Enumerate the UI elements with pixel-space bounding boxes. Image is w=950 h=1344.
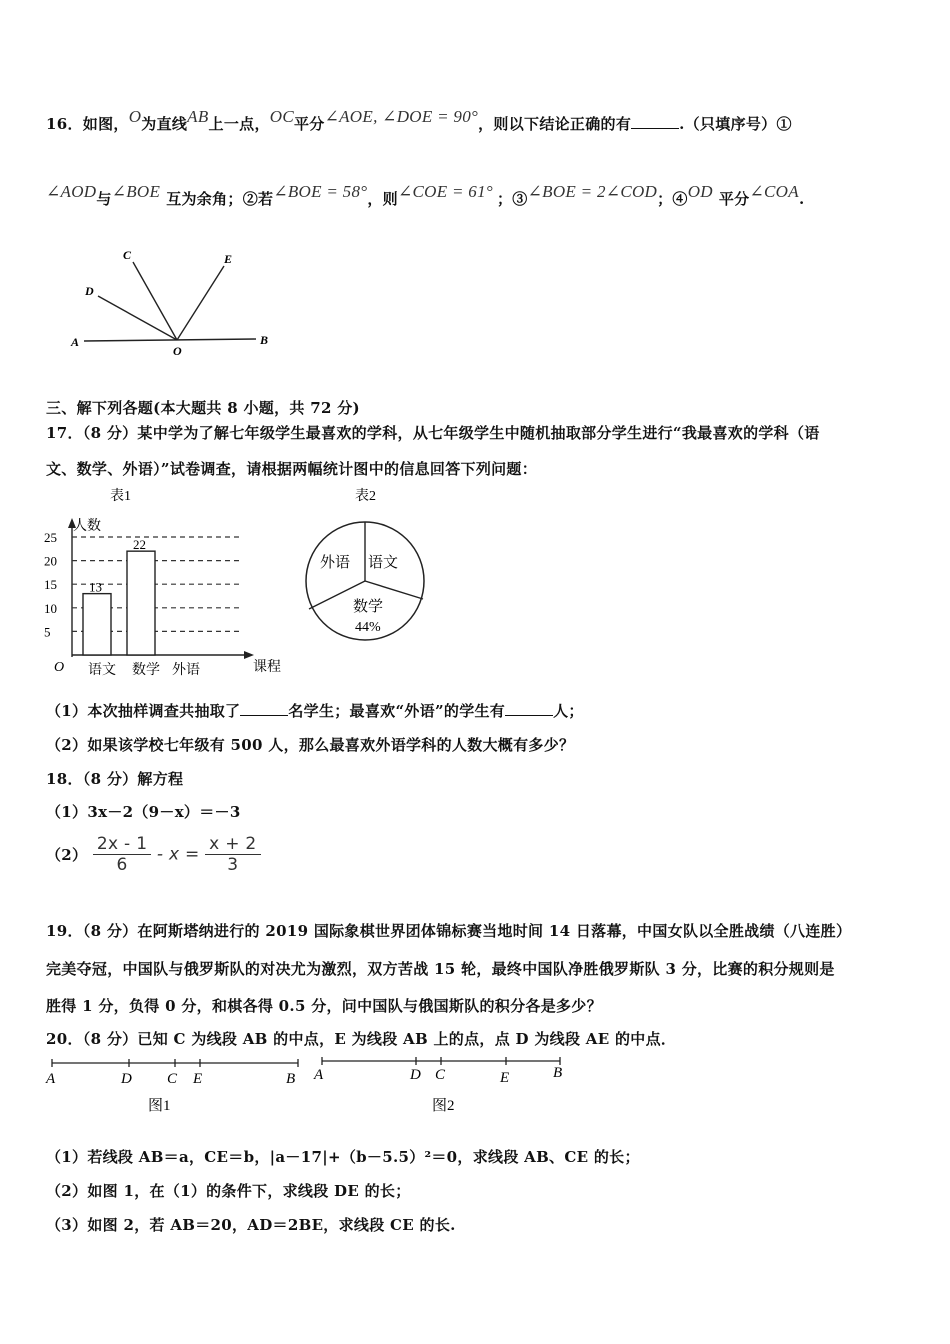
q20-figure-2 (310, 1055, 570, 1115)
q17-line-2: 文、数学、外语）”试卷调查，请根据两幅统计图中的信息回答下列问题： (46, 460, 538, 478)
x-axis-label: 课程 (253, 660, 281, 675)
pie-slice-border-3 (365, 581, 423, 599)
answer-blank-total (240, 701, 288, 716)
answer-blank-foreign (505, 701, 553, 716)
q16-line-1: 16．如图，O为直线AB上一点，OC平分∠AOE, ∠DOE = 90°，则以下结论正确的有 .（只填序号）① (46, 107, 792, 133)
bar-chart-title: 表1 (110, 489, 131, 504)
q17-sub-2: （2）如果该学校七年级有 500 人，那么最喜欢外语学科的人数大概有多少？ (46, 736, 575, 754)
origin-label: O (54, 660, 65, 675)
fraction-1: $\frac{2x - 1}{6}$ (93, 834, 151, 875)
math-BOE2COD: ∠BOE = 2∠COD (527, 182, 658, 201)
fig2-label-D: D (410, 1067, 421, 1083)
fig1-label-C: C (167, 1071, 178, 1087)
q18-title: 18．（8 分）解方程 (46, 770, 184, 788)
label-C: C (123, 248, 132, 262)
q19-line-1: 19．（8 分）在阿斯塔纳进行的 2019 国际象棋世界团体锦标赛当地时间 14 日落幕，中国女队以全胜战绩（八连胜） (46, 922, 852, 940)
pie-percent-math: 44% (355, 620, 381, 635)
fig2-label-A: A (314, 1067, 324, 1083)
ytick-label-10: 10 (44, 600, 57, 616)
math-AB: AB (187, 107, 209, 126)
math-COE61: ∠COE = 61° (397, 182, 493, 201)
math-condition: ∠AOE, ∠DOE = 90° (324, 107, 479, 126)
label-O: O (173, 344, 182, 358)
fig1-label-E: E (193, 1071, 203, 1087)
bar-chart-bars (83, 537, 155, 655)
q20-sub-2: （2）如图 1，在（1）的条件下，求线段 DE 的长； (46, 1182, 411, 1200)
q20-line-1: 20．（8 分）已知 C 为线段 AB 的中点，E 为线段 AB 上的点，点 D 为线段 AE 的中点． (46, 1030, 677, 1048)
answer-blank (631, 114, 679, 129)
q20-figure-1 (40, 1055, 310, 1115)
q20-sub-3: （3）如图 2，若 AB＝20，AD＝2BE，求线段 CE 的长. (46, 1216, 456, 1234)
label-E: E (224, 252, 233, 266)
fig1-label-A: A (46, 1071, 56, 1087)
bar-value-label-0: 13 (89, 579, 102, 595)
math-O: O (128, 107, 142, 126)
bar-1 (127, 551, 155, 655)
ytick-label-5: 5 (44, 624, 51, 640)
fig2-label-C: C (435, 1067, 446, 1083)
q20-sub-1: （1）若线段 AB＝a，CE＝b，|a－17|+（b－5.5）²＝0，求线段 AB、CE 的长； (46, 1148, 640, 1166)
bar-value-label-1: 22 (133, 537, 146, 553)
line-AB (84, 339, 256, 341)
fraction-2: $\frac{x + 2}{3}$ (205, 834, 260, 875)
math-BOE: ∠BOE (111, 182, 161, 201)
math-AOD: ∠AOD (46, 182, 97, 201)
q16-angle-figure (60, 238, 290, 363)
label-A: A (71, 335, 80, 349)
q19-line-3: 胜得 1 分，负得 0 分，和棋各得 0.5 分，问中国队与俄国斯队的积分各是多少？ (46, 997, 602, 1015)
category-label-2: 外语 (172, 663, 200, 678)
q16-line-2: ∠AOD与∠BOE 互为余角；②若∠BOE = 58°，则∠COE = 61° ；③∠BOE = 2∠COD；④OD 平分∠COA. (46, 182, 805, 208)
label-D: D (85, 284, 94, 298)
q19-line-2: 完美夺冠，中国队与俄罗斯队的对决尤为激烈，双方苦战 15 轮，最终中国队净胜俄罗斯队 3 分，比赛的积分规则是 (46, 960, 835, 978)
ray-OE (177, 266, 224, 340)
q18-eq-2: （2） $\frac{2x - 1}{6}$ - x = $\frac{x + 2}{3}$ (46, 834, 261, 875)
ytick-label-15: 15 (44, 577, 57, 593)
fig1-label-D: D (121, 1071, 132, 1087)
category-label-1: 数学 (132, 663, 160, 678)
x-axis-arrow (244, 651, 254, 659)
bar-0 (83, 594, 111, 655)
pie-chart (295, 482, 435, 652)
q17-sub-1: （1）本次抽样调查共抽取了 名学生；最喜欢“外语”的学生有 人； (46, 702, 584, 720)
fig1-caption: 图1 (148, 1098, 171, 1114)
math-COA: ∠COA (749, 182, 799, 201)
math-BOE58: ∠BOE = 58° (273, 182, 368, 201)
category-label-0: 语文 (88, 663, 116, 678)
fig2-caption: 图2 (432, 1098, 455, 1114)
fig1-label-B: B (286, 1071, 296, 1087)
y-axis-label: 人数 (73, 519, 101, 534)
pie-chart-title: 表2 (355, 489, 376, 504)
section-3-title: 三、解下列各题(本大题共 8 小题，共 72 分) (46, 399, 360, 417)
ytick-label-25: 25 (44, 530, 57, 545)
ytick-label-20: 20 (44, 553, 57, 569)
q17-line-1: 17．（8 分）某中学为了解七年级学生最喜欢的学科，从七年级学生中随机抽取部分学生进行“我最喜欢的学科（语 (46, 424, 820, 442)
pie-label-math: 数学 (353, 599, 384, 615)
label-B: B (260, 333, 269, 347)
pie-label-foreign: 外语 (320, 555, 351, 571)
q18-eq-1: （1）3x－2（9－x）＝－3 (46, 803, 241, 821)
pie-label-chinese: 语文 (368, 555, 399, 571)
math-OD: OD (687, 182, 713, 201)
fig2-label-B: B (553, 1065, 563, 1081)
bar-chart (40, 482, 290, 682)
fig2-label-E: E (500, 1070, 510, 1086)
math-OC: OC (269, 107, 294, 126)
bar-chart-categories (88, 661, 200, 678)
